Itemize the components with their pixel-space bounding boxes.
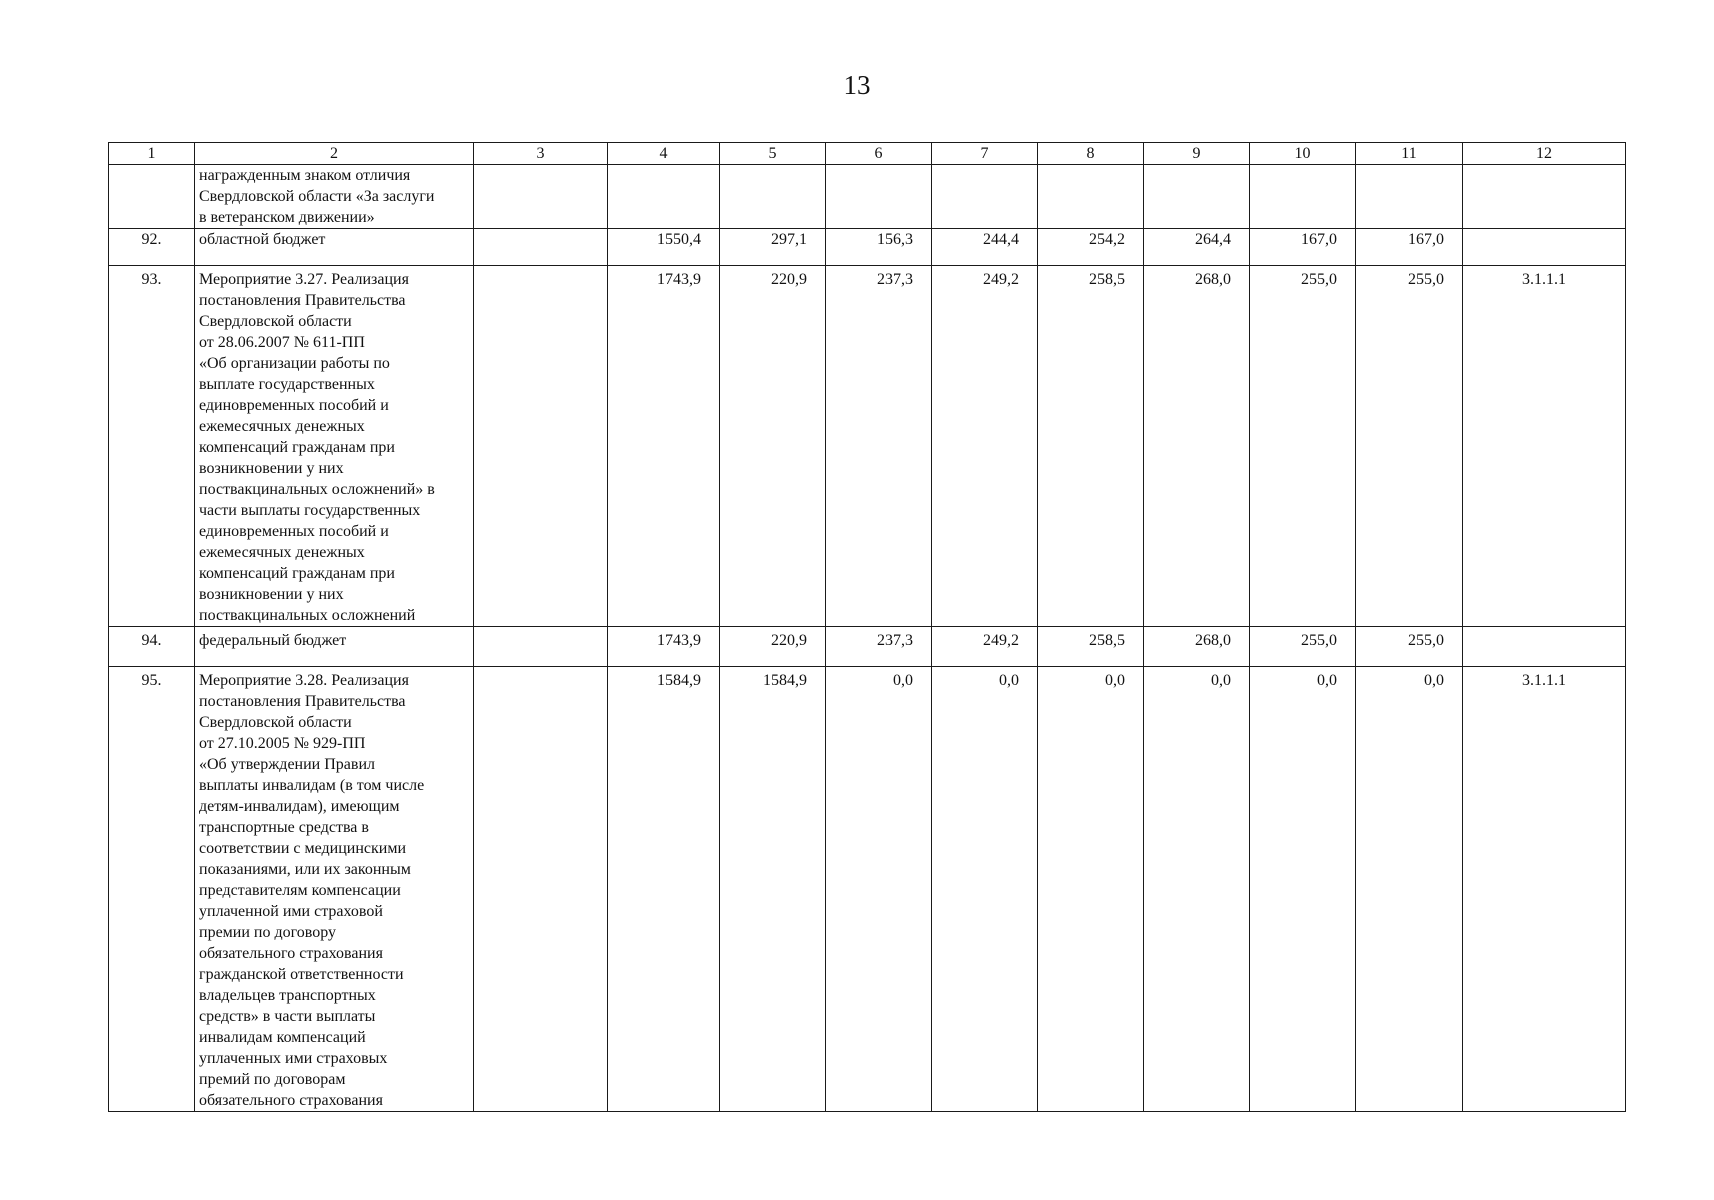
table-row [109,229,1626,266]
row-value: 268,0 [1144,266,1250,627]
row-value: 237,3 [826,266,932,627]
row-value [932,165,1038,229]
row-value: 0,0 [932,667,1038,1112]
row-value: 1550,4 [608,229,720,266]
row-value [1356,165,1463,229]
row-description: Мероприятие 3.28. Реализация постановления Правительства Свердловской области от 27.10.2005 № 929-ПП «Об утверждении Правил выплаты инвалидам (в том числе детям-инвалидам), имеющим транспортные средства в соответствии с медицинскими показаниями, или их законным представителям компенсации уплаченной ими страховой премии по договору обязательного страхования гражданской ответственности владельцев транспортных средств» в части выплаты инвалидам компенсаций уплаченных ими страховых премий по договорам обязательного страхования [195,667,474,1112]
table-row [109,667,1626,1112]
table-row [109,266,1626,627]
column-header: 3 [474,143,608,165]
row-code [1463,229,1626,266]
row-description: областной бюджет [195,229,474,266]
row-value [826,165,932,229]
row-value: 255,0 [1250,627,1356,667]
row-value: 1584,9 [608,667,720,1112]
row-value: 255,0 [1250,266,1356,627]
row-col3 [474,266,608,627]
column-header: 7 [932,143,1038,165]
row-col3 [474,627,608,667]
row-value: 237,3 [826,627,932,667]
row-value: 0,0 [1144,667,1250,1112]
row-value: 258,5 [1038,627,1144,667]
row-code [1463,627,1626,667]
column-header: 9 [1144,143,1250,165]
row-value: 167,0 [1250,229,1356,266]
row-value: 220,9 [720,627,826,667]
row-value: 1743,9 [608,627,720,667]
row-col3 [474,229,608,266]
row-value: 220,9 [720,266,826,627]
row-value: 268,0 [1144,627,1250,667]
page-number: 13 [843,70,871,100]
row-value: 254,2 [1038,229,1144,266]
row-number [109,165,195,229]
column-header: 1 [109,143,195,165]
row-value [720,165,826,229]
row-value: 1743,9 [608,266,720,627]
table-row [109,627,1626,667]
row-value: 0,0 [1356,667,1463,1112]
budget-table [108,142,1626,1112]
row-value: 0,0 [1038,667,1144,1112]
row-description: Мероприятие 3.27. Реализация постановления Правительства Свердловской области от 28.06.2007 № 611-ПП «Об организации работы по выплате государственных единовременных пособий и ежемесячных денежных компенсаций гражданам при возникновении у них поствакцинальных осложнений» в части выплаты государственных единовременных пособий и ежемесячных денежных компенсаций гражданам при возникновении у них поствакцинальных осложнений [195,266,474,627]
column-header: 6 [826,143,932,165]
row-col3 [474,667,608,1112]
row-value: 249,2 [932,627,1038,667]
row-value: 258,5 [1038,266,1144,627]
column-header: 10 [1250,143,1356,165]
row-value: 0,0 [1250,667,1356,1112]
row-code: 3.1.1.1 [1463,667,1626,1112]
row-value: 0,0 [826,667,932,1112]
row-value [1144,165,1250,229]
row-value: 244,4 [932,229,1038,266]
column-number-row [109,143,1626,165]
column-header: 4 [608,143,720,165]
table-row [109,165,1626,229]
row-value: 297,1 [720,229,826,266]
row-value: 1584,9 [720,667,826,1112]
column-header: 12 [1463,143,1626,165]
row-description: награжденным знаком отличия Свердловской области «За заслуги в ветеранском движении» [195,165,474,229]
row-description: федеральный бюджет [195,627,474,667]
column-header: 2 [195,143,474,165]
column-header: 11 [1356,143,1463,165]
row-number: 95. [109,667,195,1112]
row-col3 [474,165,608,229]
row-code: 3.1.1.1 [1463,266,1626,627]
row-value [1250,165,1356,229]
row-value: 167,0 [1356,229,1463,266]
column-header: 8 [1038,143,1144,165]
row-value: 264,4 [1144,229,1250,266]
row-value: 156,3 [826,229,932,266]
row-value: 255,0 [1356,266,1463,627]
row-number: 93. [109,266,195,627]
row-value: 249,2 [932,266,1038,627]
row-number: 94. [109,627,195,667]
row-value: 255,0 [1356,627,1463,667]
row-number: 92. [109,229,195,266]
row-code [1463,165,1626,229]
row-value [608,165,720,229]
row-value [1038,165,1144,229]
column-header: 5 [720,143,826,165]
